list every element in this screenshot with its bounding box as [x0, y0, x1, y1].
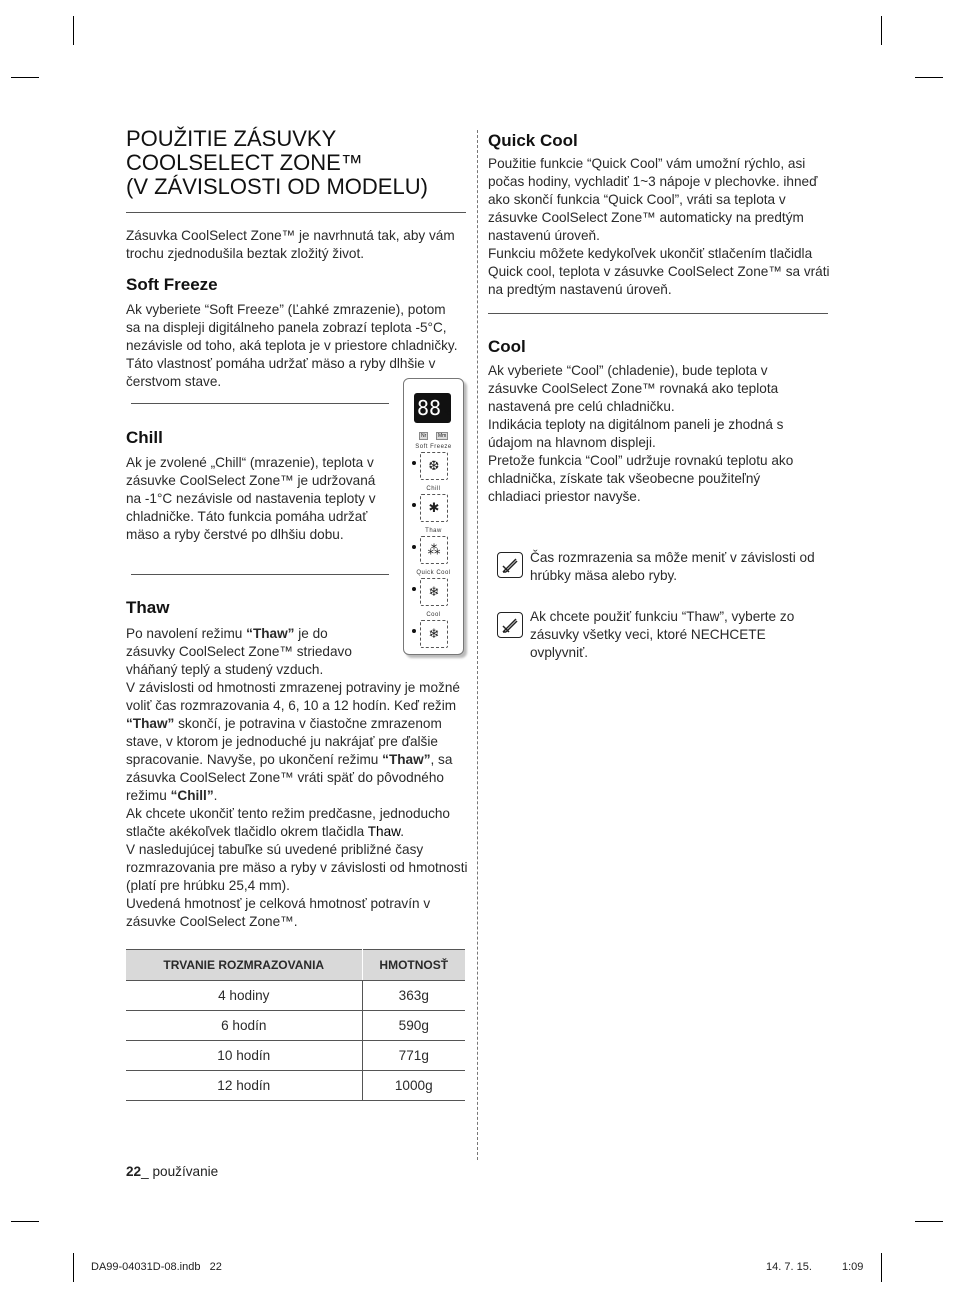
text-run: V závislosti od hmotnosti zmrazenej potraviny je možné voliť čas rozmrazovania 4, 6, 10 a 12 hodín. Keď režim — [126, 680, 460, 713]
table-row — [126, 1041, 465, 1071]
indicator-dot — [412, 545, 416, 549]
note-icon — [497, 612, 523, 638]
crop-mark — [11, 77, 39, 78]
table-row — [126, 1071, 465, 1101]
cool-label: Cool — [426, 612, 441, 618]
text-run: Po navolení režimu — [126, 626, 247, 641]
pencil-note-icon — [498, 613, 522, 637]
title-line: POUŽITIE ZÁSUVKY — [126, 126, 337, 151]
drop-icon: ❄ — [428, 626, 440, 641]
thaw-paragraph: V nasledujúcej tabuľke sú uvedené približné časy rozmrazovania pre mäso a ryby v závislosti od hmotnosti (platí pre hrúbku 25,4 mm). — [126, 842, 468, 893]
text-run: . — [400, 824, 404, 839]
indicator-dot — [412, 461, 416, 465]
text-run: “Thaw” — [382, 752, 431, 767]
text-run: “Thaw” — [126, 716, 175, 731]
crop-mark — [11, 1221, 39, 1222]
text-run: “Chill” — [170, 788, 214, 803]
title-divider — [126, 212, 466, 213]
table-cell: 10 hodín — [126, 1041, 362, 1071]
thaw-paragraph — [126, 625, 376, 679]
quick-cool-heading: Quick Cool — [488, 131, 578, 150]
table-cell: 12 hodín — [126, 1071, 362, 1101]
chill-text: Ak je zvolené „Chill“ (mrazenie), teplota v zásuvke CoolSelect Zone™ je udržovaná na -1°C nezávisle od nastavenia teploty v chladničke. Táto funkcia pomáha udržať mäso a ryby čerstvé po dlhšiu dobu. — [126, 455, 376, 542]
section-divider — [131, 403, 389, 404]
table-header: HMOTNOSŤ — [362, 950, 465, 981]
table-cell: 590g — [362, 1011, 465, 1041]
page-number-value: 22 — [126, 1164, 142, 1179]
title-line: COOLSELECT ZONE™ — [126, 150, 363, 175]
crop-mark — [73, 1253, 74, 1282]
indicator-dot — [412, 587, 416, 591]
fish-icon: ❆ — [428, 458, 440, 473]
soft-freeze-text: Ak vyberiete “Soft Freeze” (Ľahké zmrazenie), potom sa na displeji digitálneho panela zobrazí teplota -5°C, nezávisle od toho, aká teplota je v priestore chladničky. Táto vlastnosť pomáha udržať mäso a ryby dlhšie v čerstvom stave. — [126, 302, 458, 389]
panel-tag: Nr — [421, 433, 427, 439]
table-cell: 1000g — [362, 1071, 465, 1101]
table-header: TRVANIE ROZMRAZOVANIA — [126, 950, 362, 981]
crop-mark — [73, 16, 74, 45]
section-divider — [488, 313, 828, 314]
panel-display: 88 — [414, 393, 451, 423]
note-text: Ak chcete použiť funkciu “Thaw”, vyberte zo zásuvky všetky veci, ktoré NECHCETE ovplyvniť. — [530, 609, 795, 660]
table-cell: 6 hodín — [126, 1011, 362, 1041]
indicator-dot — [412, 503, 416, 507]
text-run: Thaw — [367, 824, 401, 839]
crop-mark — [915, 1221, 943, 1222]
table-row — [126, 981, 465, 1011]
title-line: (V ZÁVISLOSTI OD MODELU) — [126, 174, 428, 199]
table-cell: 771g — [362, 1041, 465, 1071]
thaw-drops-icon: ⁂ — [427, 542, 441, 557]
print-date: 14. 7. 15. — [766, 1261, 812, 1273]
crop-mark — [915, 77, 943, 78]
cool-paragraph: Indikácia teploty na digitálnom paneli je zhodná s údajom na hlavnom displeji. — [488, 417, 784, 450]
drop-snowflake-icon: ❄ — [428, 584, 440, 599]
file-info: DA99-04031D-08.indb 22 — [91, 1261, 222, 1273]
thaw-label: Thaw — [425, 528, 442, 534]
crop-mark — [881, 1253, 882, 1282]
note-text: Čas rozmrazenia sa môže meniť v závislosti od hrúbky mäsa alebo ryby. — [530, 550, 815, 583]
table-cell: 363g — [362, 981, 465, 1011]
pencil-note-icon — [498, 553, 522, 577]
chill-button[interactable] — [420, 494, 448, 522]
thaw-paragraph — [126, 679, 468, 805]
thaw-text — [126, 625, 468, 931]
soft-freeze-label: Soft Freeze — [415, 444, 452, 450]
panel-tag: Mm — [438, 433, 447, 439]
thaw-heading: Thaw — [126, 598, 170, 617]
page-title — [126, 127, 466, 199]
text-run: . — [213, 788, 218, 803]
chill-heading: Chill — [126, 428, 163, 447]
control-panel-illustration — [403, 378, 464, 655]
note-icon — [497, 552, 523, 578]
page-section-label: _ používanie — [141, 1164, 219, 1179]
print-time: 1:09 — [842, 1261, 864, 1273]
page-number — [126, 1164, 218, 1179]
soft-freeze-button[interactable] — [420, 452, 448, 480]
thaw-paragraph — [126, 805, 468, 841]
cool-button[interactable] — [420, 620, 448, 648]
table-cell: 4 hodiny — [126, 981, 362, 1011]
section-divider — [131, 574, 389, 575]
cool-heading: Cool — [488, 337, 526, 356]
quick-cool-label: Quick Cool — [416, 570, 451, 576]
cool-paragraph: Pretože funkcia “Cool” udržuje rovnakú teplotu ako chladnička, získate tak všeobecne použiteľný chladiaci priestor navyše. — [488, 453, 794, 504]
thaw-paragraph: Uvedená hmotnosť je celková hmotnosť potravín v zásuvke CoolSelect Zone™. — [126, 896, 431, 929]
text-run: Ak chcete ukončiť tento režim predčasne, jednoducho stlačte akékoľvek tlačidlo okrem tlačidla — [126, 806, 450, 839]
intro-text: Zásuvka CoolSelect Zone™ je navrhnutá tak, aby vám trochu zjednodušila beztak zložitý život. — [126, 228, 455, 261]
indicator-dot — [412, 629, 416, 633]
column-divider — [477, 130, 478, 1160]
thaw-button[interactable] — [420, 536, 448, 564]
crop-mark — [881, 16, 882, 45]
quick-cool-button[interactable] — [420, 578, 448, 606]
thaw-time-table — [126, 949, 465, 1101]
quick-cool-paragraph: Použitie funkcie “Quick Cool” vám umožní rýchlo, asi počas hodiny, vychladiť 1~3 nápoje v plechovke. ihneď ako skončí funkcia “Quick Cool”, vráti sa teplota v zásuvke CoolSelect Zone™ automaticky na predtým nastavenú úroveň. — [488, 156, 818, 243]
table-row — [126, 1011, 465, 1041]
quick-cool-text — [488, 155, 830, 299]
text-run: , sa zásuvka CoolSelect Zone™ vráti späť do pôvodného režimu — [126, 752, 453, 803]
text-run: “Thaw” — [246, 626, 295, 641]
panel-display-unit: °C — [444, 411, 451, 417]
cool-text — [488, 362, 808, 506]
snowflake-icon: ✱ — [428, 500, 440, 515]
cool-paragraph: Ak vyberiete “Cool” (chladenie), bude teplota v zásuvke CoolSelect Zone™ rovnaká ako teplota nastavená pre celú chladničku. — [488, 363, 779, 414]
table-header-row — [126, 950, 465, 981]
text-run: je do zásuvky CoolSelect Zone™ striedavo vháňaný teplý a studený vzduch. — [126, 626, 352, 677]
text-run: skončí, je potravina v čiastočne zmrazenom stave, v ktorom je jednoduché ju nakrájať pre ďalšie spracovanie. Navyše, po ukončení režimu — [126, 716, 442, 767]
chill-label: Chill — [426, 486, 441, 492]
quick-cool-paragraph: Funkciu môžete kedykoľvek ukončiť stlačením tlačidla Quick cool, teplota v zásuvke CoolSelect Zone™ sa vráti na predtým nastavenú úroveň. — [488, 246, 830, 297]
soft-freeze-heading: Soft Freeze — [126, 275, 218, 294]
